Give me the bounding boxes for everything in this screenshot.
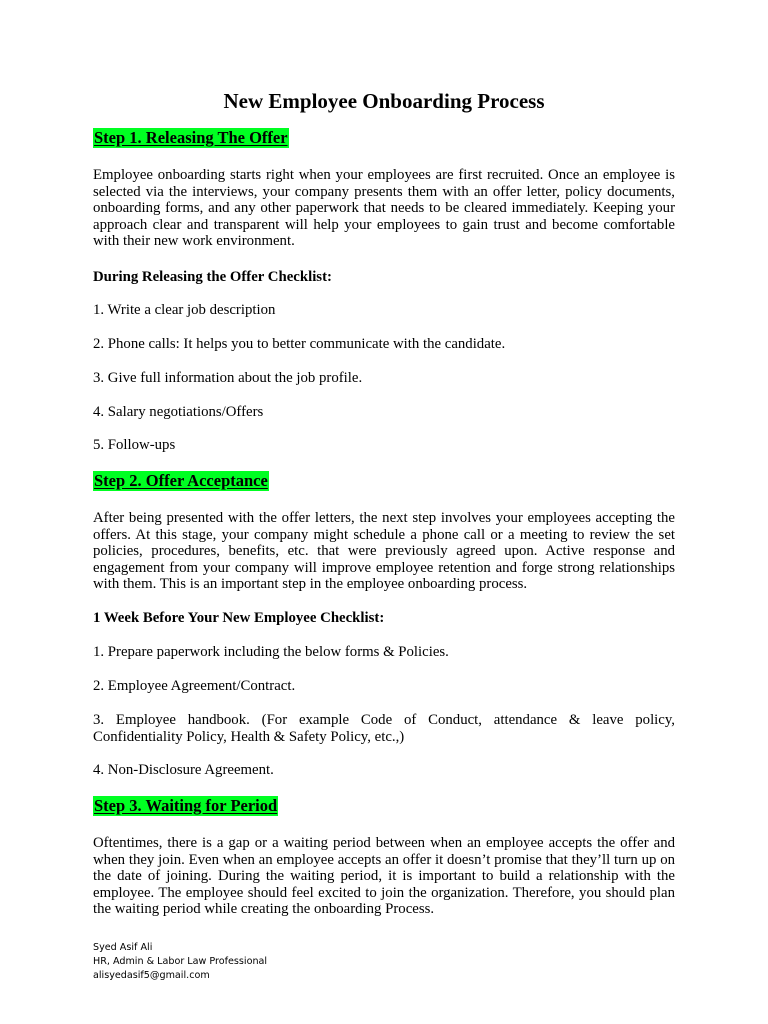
step-1-item: 3. Give full information about the job profile.: [93, 370, 363, 386]
step-1-item: 5. Follow-ups: [93, 437, 176, 453]
step-2-paragraph: After being presented with the offer letters, the next step involves your employees accepting the offers. At this stage, your company might schedule a phone call or a meeting to review the set policies, procedures, benefits, etc. that were previously agreed upon. Active response and engagement from your company will improve employee retention and forge strong relationships with them. This is an important step in the employee onboarding process.: [93, 510, 675, 593]
step-2-item: 3. Employee handbook. (For example Code of Conduct, attendance & leave policy, Confidentiality Policy, Health & Safety Policy, etc.,): [93, 712, 675, 745]
footer-email: alisyedasif5@gmail.com: [93, 970, 210, 981]
step-2-heading: Step 2. Offer Acceptance: [94, 471, 268, 490]
footer: [93, 941, 267, 983]
step-1-item: 2. Phone calls: It helps you to better communicate with the candidate.: [93, 336, 506, 352]
step-2-checklist-title: 1 Week Before Your New Employee Checklist:: [93, 610, 385, 626]
step-1-paragraph: Employee onboarding starts right when your employees are first recruited. Once an employee is selected via the interviews, your company presents them with an offer letter, policy documents, onboarding forms, and any other paperwork that needs to be cleared immediately. Keeping your approach clear and transparent will help your employees to gain trust and become comfortable with their new work environment.: [93, 167, 675, 250]
footer-name: Syed Asif Ali: [93, 942, 153, 953]
footer-role: HR, Admin & Labor Law Professional: [93, 956, 268, 967]
step-1-checklist-title: During Releasing the Offer Checklist:: [93, 269, 332, 285]
step-2-item: 1. Prepare paperwork including the below forms & Policies.: [93, 644, 449, 660]
document-title: New Employee Onboarding Process: [223, 89, 545, 113]
step-3-paragraph: Oftentimes, there is a gap or a waiting period between when an employee accepts the offer and when they join. Even when an employee accepts an offer it doesn’t promise that they’ll turn up on the date of joining. During the waiting period, it is important to build a relationship with the employee. The employee should feel excited to join the organization. Therefore, you should plan the waiting period while creating the onboarding Process.: [93, 835, 675, 918]
step-2-item: 2. Employee Agreement/Contract.: [93, 678, 296, 694]
step-2-item: 4. Non-Disclosure Agreement.: [93, 762, 274, 778]
step-1-item: 4. Salary negotiations/Offers: [93, 404, 264, 420]
step-1-heading: Step 1. Releasing The Offer: [94, 128, 288, 147]
step-3-heading: Step 3. Waiting for Period: [94, 796, 278, 815]
step-1-item: 1. Write a clear job description: [93, 302, 276, 318]
